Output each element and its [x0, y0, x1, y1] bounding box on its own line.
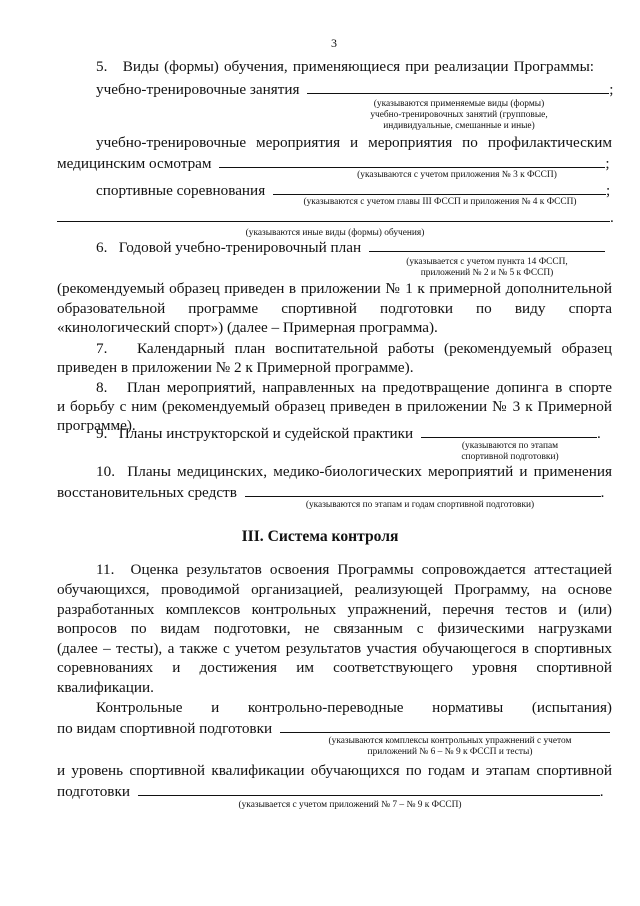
- norms-label: по видам спортивной подготовки: [57, 720, 273, 737]
- norms-row: [57, 718, 610, 738]
- note-line: спортивной подготовки): [461, 452, 559, 462]
- item5-form2-note: (указываются с учетом приложения № 3 к ФССП): [357, 170, 557, 180]
- note-line: приложений № 2 и № 5 к ФССП): [420, 268, 554, 278]
- note-line: приложений № 6 – № 9 к ФССП и тесты): [367, 747, 533, 757]
- note-line: (указываются по этапам: [461, 441, 559, 451]
- section3-heading: III. Система контроля: [241, 528, 399, 545]
- item11-line2: обучающихся, проводимой организацией, реализующей Программу, на основе: [57, 581, 612, 598]
- item5-form1-note: [345, 99, 573, 132]
- item9-label: 9. Планы инструкторской и судейской практики: [96, 425, 414, 442]
- item5-title: 5. Виды (формы) обучения, применяющиеся при реализации Программы:: [96, 58, 594, 75]
- item6-blank: [369, 237, 605, 252]
- item11-line3: разработанных комплексов контрольных упражнений, перечня тестов и (или): [57, 601, 612, 618]
- item5-form3-blank: [273, 180, 606, 195]
- item9-note: [440, 441, 580, 463]
- item5-other-note: (указываются иные виды (формы) обучения): [245, 228, 425, 238]
- level-blank: [138, 781, 600, 796]
- item5-form2-line1: учебно-тренировочные мероприятия и мероприятия по профилактическим: [96, 134, 612, 151]
- item11-line5: (далее – тесты), а также с учетом результатов участия обучающегося в спортивных: [57, 640, 612, 657]
- item10-end: .: [600, 484, 605, 501]
- item11-line1: 11. Оценка результатов освоения Программы сопровождается аттестацией: [96, 561, 612, 578]
- item5-form1-label: учебно-тренировочные занятия: [96, 81, 300, 98]
- item6-line2: образовательной программе спортивной подготовки по виду спорта: [57, 300, 612, 317]
- item6-line3: «кинологический спорт») (далее – Примерная программа).: [57, 319, 438, 336]
- item5-form1-end: ;: [609, 81, 614, 98]
- item11-line7: квалификации.: [57, 679, 154, 696]
- level-note: (указывается с учетом приложений № 7 – № 9 к ФССП): [238, 800, 462, 810]
- item7-line2: приведен в приложении № 2 к Примерной программе).: [57, 359, 414, 376]
- item5-form2-label: медицинским осмотрам: [57, 155, 212, 172]
- item6-note: [380, 257, 594, 279]
- item10-row: [57, 482, 604, 502]
- item5-form1-blank: [307, 79, 609, 94]
- note-line: (указываются применяемые виды (формы): [373, 99, 545, 109]
- item5-form3-note: (указываются с учетом главы III ФССП и приложения № 4 к ФССП): [303, 197, 577, 207]
- note-line: учебно-тренировочных занятий (групповые,: [370, 110, 548, 120]
- item9-end: .: [596, 425, 601, 442]
- level-label: подготовки: [57, 783, 130, 800]
- item5-form3-label: спортивные соревнования: [96, 182, 266, 199]
- item7-line1: 7. Календарный план воспитательной работы (рекомендуемый образец: [96, 340, 612, 357]
- item8-line1: 8. План мероприятий, направленных на предотвращение допинга в спорте: [96, 379, 612, 396]
- norms-note: [300, 736, 600, 758]
- item8-line3: программе).: [57, 417, 136, 434]
- item5-other-row: [57, 207, 614, 227]
- item5-other-blank: [57, 207, 610, 222]
- item9-blank: [421, 423, 597, 438]
- note-line: (указывается с учетом пункта 14 ФССП,: [406, 257, 568, 267]
- item5-form3-end: ;: [605, 182, 611, 199]
- item6-row: [96, 237, 605, 257]
- page-number: 3: [331, 36, 337, 50]
- item10-note: (указываются по этапам и годам спортивной подготовки): [305, 500, 535, 510]
- item5-other-end: .: [610, 209, 614, 226]
- level-end: .: [599, 783, 604, 800]
- item9-row: [96, 423, 601, 443]
- item6-label: 6. Годовой учебно-тренировочный план: [96, 239, 362, 256]
- note-line: (указываются комплексы контрольных упражнений с учетом: [328, 736, 572, 746]
- item10-blank: [245, 482, 601, 497]
- item5-form2-end: ;: [605, 155, 610, 172]
- item5-form2-blank: [219, 153, 605, 168]
- item6-line1: (рекомендуемый образец приведен в приложении № 1 к примерной дополнительной: [57, 280, 612, 297]
- item10-line1: 10. Планы медицинских, медико-биологических мероприятий и применения: [96, 463, 612, 480]
- note-line: индивидуальные, смешанные и иные): [383, 121, 535, 131]
- level-line1: и уровень спортивной квалификации обучающихся по годам и этапам спортивной: [57, 762, 612, 779]
- item11-line6: соревнованиях и достижения им соответствующего уровня спортивной: [57, 659, 612, 676]
- norms-blank: [280, 718, 610, 733]
- norms-line1: Контрольные и контрольно-переводные нормативы (испытания): [96, 699, 612, 716]
- level-row: [57, 781, 604, 801]
- item5-form1-row: [96, 79, 614, 99]
- item8-line2: и борьбу с ним (рекомендуемый образец приведен в приложении № 3 к Примерной: [57, 398, 612, 415]
- item11-line4: вопросов по видам подготовки, не связанным с физическими нагрузками: [57, 620, 612, 637]
- item10-label: восстановительных средств: [57, 484, 237, 501]
